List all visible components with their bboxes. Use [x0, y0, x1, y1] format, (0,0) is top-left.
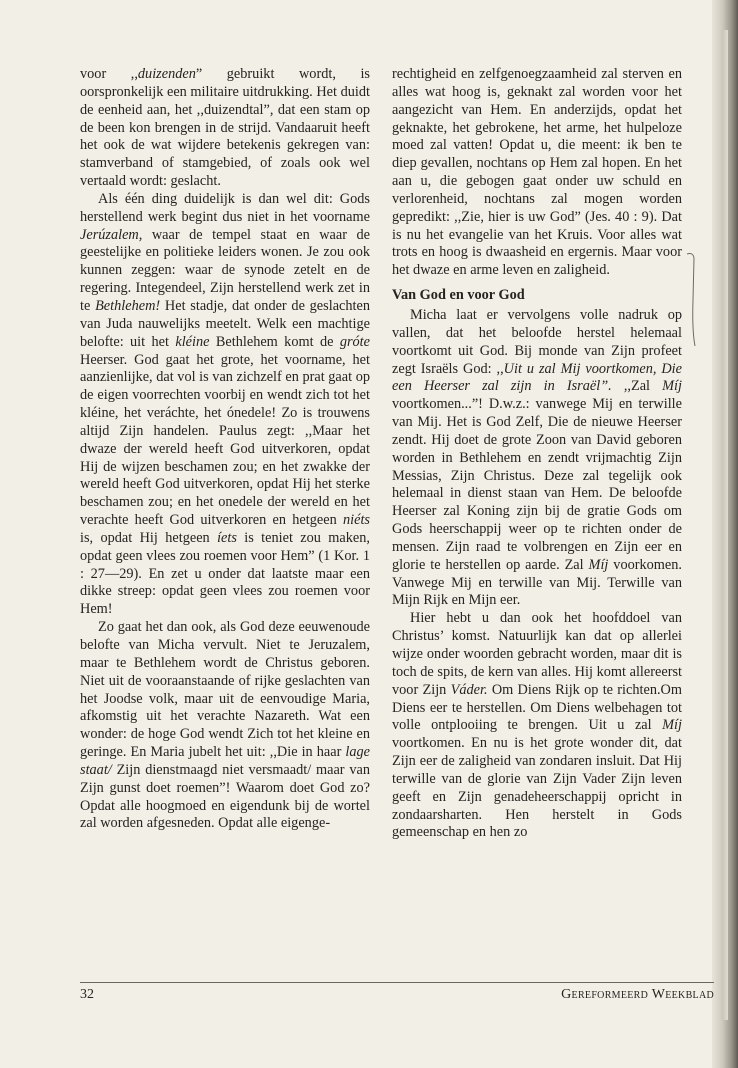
paragraph: [80, 619, 370, 833]
paragraph: [392, 610, 682, 842]
italic-text: Míj: [588, 556, 609, 573]
text-run: Hier hebt u dan ook het hoofddoel van Christus’ komst. Natuurlijk kan dat op allerlei wijze onder woorden gebracht worden, maar dit is toch de spits, de kern van alles. Hij komt allereerst voor Zijn: [392, 610, 682, 698]
paragraph: [392, 66, 682, 280]
page-edge: [722, 30, 728, 1020]
text-run: Heerser. God gaat het grote, het voorname, het aanzienlijke, dat vol is van zichzelf en prat gaat op de eigen voorrechten voorbij en wendt zich tot het kléine, het veráchte, het ónedele! Zo is trouwens altijd Zijn handelen. Paulus zegt: ,,Maar het dwaze der wereld heeft God uitverkoren, opdat Hij de wijzen beschamen zou; en het zwakke der wereld heeft God uitverkoren, opdat Hij het sterke beschamen zou; en het onedele der wereld en het verachte heeft God uitverkoren en hetgeen: [80, 351, 370, 529]
italic-text: duizenden: [137, 66, 196, 82]
text-run: rechtigheid en zelfgenoegzaamheid zal sterven en alles wat hoog is, geknakt zal worden voor het aangezicht van Hem. En anderzijds, opdat het geknakte, het gebrokene, het arme, het hulpeloze moed zal vatten! Opdat u, die meent: ik ben te diep gevallen, nochtans op Hem zal hopen. En het aan u, die gebogen gaat onder uw schuld en verlorenheid, nochtans zal mogen worden gepredikt: ,,Zie, hier is uw God” (Jes. 40 : 9). Dat is nu het evangelie van het Kruis. Voor alles wat trots en hoog is dwaasheid en ergernis. Maar voor het dwaze en arme leven en zaligheid.: [392, 66, 682, 279]
text-run: ” gebruikt wordt, is oorspronkelijk een militaire uitdrukking. Het duidt de eenheid aan, het ,,duizendtal”, dat een stam op de been kon brengen in de strijd. Vandaaruit heeft het ook de wat wijdere betekenis gekregen van: stamverband of stamgebied, of zoals ook wel vertaald wordt: geslacht.: [80, 66, 370, 190]
text-run: is teniet zou maken, opdat geen vlees zou roemen voor Hem” (1 Kor. 1 : 27—29). En zet u onder dat laatste maar een dikke streep: opdat geen vlees zou roemen voor Hem!: [80, 529, 370, 618]
publication-name: Gereformeerd Weekblad: [561, 987, 714, 1002]
text-run: voortkomen. En nu is het grote wonder dit, dat Zijn eer de zaligheid van zondaren insluit. Dat Hij terwille van de glorie van Zijn Vader Zijn leven geeft en Zijn genadeheerschappij opricht in zondaarsharten. Hen herstelt in Gods gemeenschap en hen zo: [392, 735, 682, 841]
italic-text: Míj: [662, 378, 682, 395]
italic-text: Váder.: [450, 681, 488, 698]
pencil-margin-mark: [684, 250, 702, 350]
text-run: Als één ding duidelijk is dan wel dit: Gods herstellend werk begint dus niet in het voorname: [80, 190, 370, 225]
text-run: waar de tempel staat en waar de geestelijke en politieke leiders wonen. Je zou ook kunnen zeggen: waar de synode zetelt en de regering. Integendeel, Zijn herstellend werk zet in te: [80, 226, 370, 314]
text-run: voortkomen...”! D.w.z.: vanwege Mij en terwille van Mij. Het is God Zelf, Die de nieuwe Heerser zendt. Hij doet de grote Zoon van David geboren worden in Bethlehem en zendt vrijmachtig Zijn Messias, Zijn Christus. Deze zal tegelijk ook helemaal in dienst staan van Hem. De beloofde Heerser zal Koning zijn bij de gratie Gods om Gods heerschappij weer op te richten onder de mensen. Zijn raad te volbrengen en Zijn eer en glorie te herstellen op aarde. Zal: [392, 396, 682, 573]
text-run: Zijn dienstmaagd niet versmaadt/ maar van Zijn gunst doet roemen”! Waarom doet God zo? Opdat alle hoogmoed en eigendunk bij de wortel zal worden afgesneden. Opdat alle eigenge-: [80, 761, 370, 832]
footer-rule: [80, 982, 714, 983]
right-text-column: [392, 66, 682, 842]
text-run: ,,Zal: [611, 378, 663, 395]
italic-text: íets: [217, 529, 237, 546]
text-run: Micha laat er vervolgens volle nadruk op vallen, dat het beloofde herstel helemaal voortkomt uit God. Bij monde van Zijn profeet zegt Israëls God: ,,: [392, 306, 682, 377]
text-run: Om Diens Rijk op te richten.Om Diens eer te herstellen. Om Diens welbehagen tot volle ontplooiing te brengen. Uit u zal: [392, 681, 683, 734]
paragraph: [80, 66, 370, 191]
text-run: is, opdat Hij hetgeen: [80, 529, 218, 546]
text-run: voorkomen. Vanwege Mij en terwille van Mij. Terwille van Mijn Rijk en Mijn eer.: [392, 556, 682, 609]
section-heading: [392, 287, 682, 305]
italic-text: Jerúzalem,: [80, 226, 143, 243]
italic-text: Uit u zal Mij voortkomen, Die een Heerser zal zijn in Israël”.: [392, 360, 682, 395]
text-run: Bethlehem komt de: [209, 333, 340, 350]
text-run: Zo gaat het dan ook, als God deze eeuwenoude belofte van Micha vervult. Niet te Jeruzalem, maar te Bethlehem wordt de Christus geboren. Niet uit de vooraanstaande of rijke geslachten van het Joodse volk, maar uit de eenvoudige Maria, afkomstig uit het verachte Nazareth. Wat een wonder: de hoge God wendt Zich tot het kleine en geringe. En Maria jubelt het uit: ,,Die in haar: [80, 619, 370, 761]
italic-text: kléine: [175, 333, 210, 350]
text-run: Van God en voor God: [392, 287, 525, 304]
italic-text: Míj: [662, 717, 682, 734]
italic-text: lage staat/: [80, 744, 370, 778]
italic-text: Bethlehem!: [95, 297, 161, 314]
page-number: 32: [80, 987, 94, 1002]
paragraph: [80, 191, 370, 619]
italic-text: niéts: [342, 512, 370, 529]
paragraph: [392, 307, 682, 610]
left-text-column: [80, 66, 370, 833]
text-run: voor ,,: [80, 66, 138, 82]
text-run: Het stadje, dat onder de geslachten van Juda nauwelijks meetelt. Welk een machtige belofte: uit het: [80, 297, 370, 350]
italic-text: gróte: [339, 333, 370, 350]
